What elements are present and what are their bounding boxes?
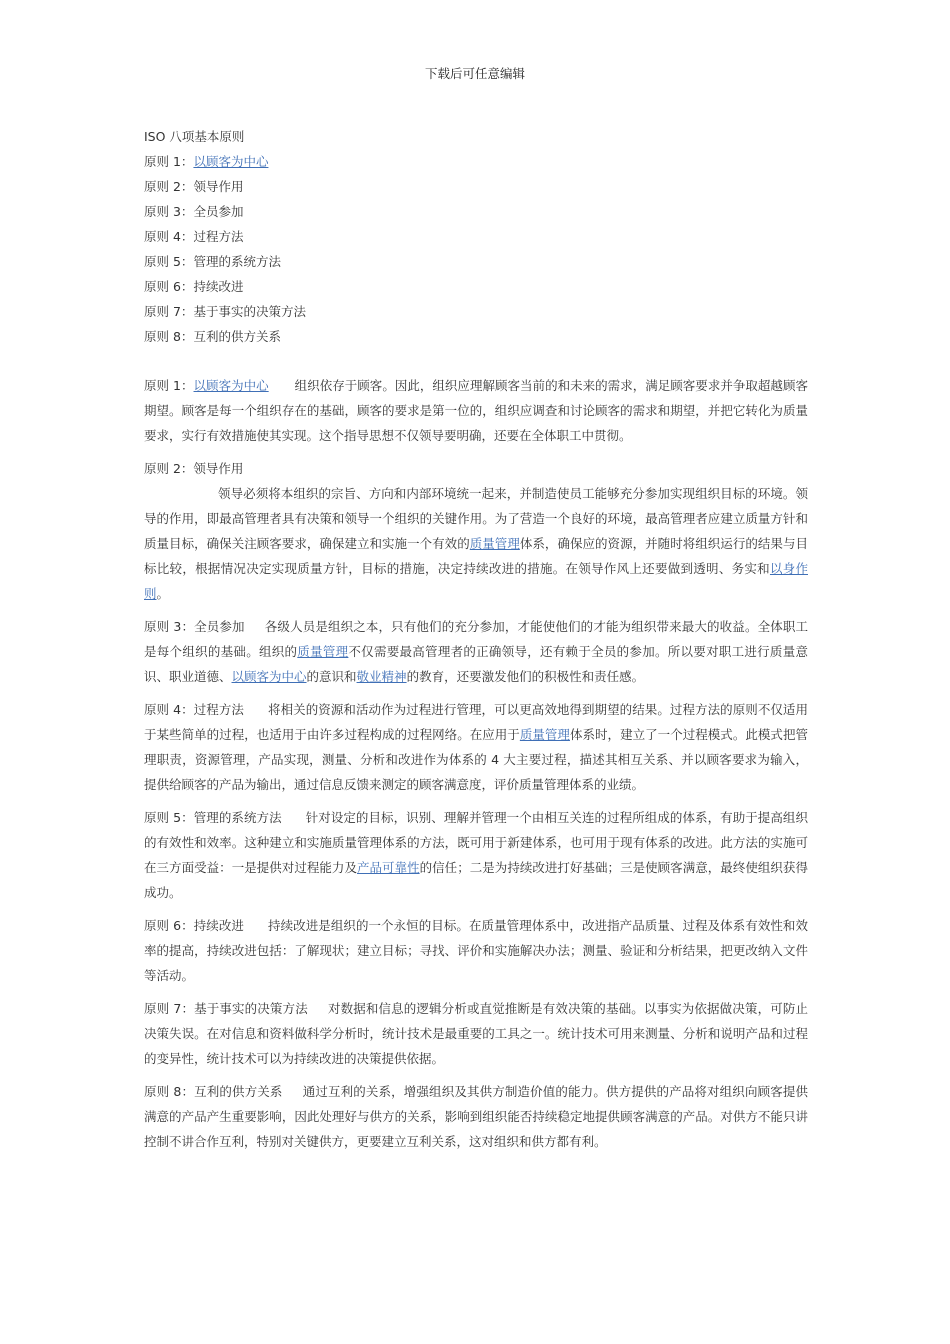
list-item: 原则 4：过程方法: [144, 229, 244, 244]
quality-management-link[interactable]: 质量管理: [469, 536, 520, 551]
page-header: 下载后可任意编辑: [424, 66, 525, 81]
dedication-link[interactable]: 敬业精神: [356, 669, 407, 684]
list-item: 原则 8：互利的供方关系: [144, 329, 281, 344]
list-item: 原则 3：全员参加: [144, 204, 244, 219]
principle-5-paragraph: 原则 5：管理的系统方法 针对设定的目标，识别、理解并管理一个由相互关连的过程所组成的体系，有助于提高组织的有效性和效率。这种建立和实施质量管理体系的方法，既可用于新建体系，也可用于现有体系的改进。此方法的实施可在三方面受益：一是提供对过程能力及产品可靠性的信任；二是为持续改进打好基础；三是使顾客满意，最终使组织获得成功。: [144, 810, 808, 900]
document-title: ISO 八项基本原则: [144, 129, 245, 144]
principle-7-paragraph: 原则 7：基于事实的决策方法 对数据和信息的逻辑分析或直觉推断是有效决策的基础。以事实为依据做决策，可防止决策失误。在对信息和资料做科学分析时，统计技术是最重要的工具之一。统计技术可用来测量、分析和说明产品和过程的变异性，统计技术可以为持续改进的决策提供依据。: [144, 1001, 808, 1066]
quality-management-link[interactable]: 质量管理: [297, 644, 349, 659]
lead-by-example-link[interactable]: 以身作则: [144, 561, 808, 601]
principles-list: [144, 124, 808, 349]
principle-6-paragraph: 原则 6：持续改进 持续改进是组织的一个永恒的目标。在质量管理体系中，改进指产品质量、过程及体系有效性和效率的提高，持续改进包括：了解现状；建立目标；寻找、评价和实施解决办法；测量、验证和分析结果，把更改纳入文件等活动。: [144, 918, 808, 983]
quality-management-link[interactable]: 质量管理: [519, 727, 570, 742]
product-reliability-link[interactable]: 产品可靠性: [356, 860, 420, 875]
principle-3-paragraph: 原则 3：全员参加 各级人员是组织之本，只有他们的充分参加，才能使他们的才能为组织带来最大的收益。全体职工是每个组织的基础。组织的质量管理不仅需要最高管理者的正确领导，还有赖于全员的参加。所以要对职工进行质量意识、职业道德、以顾客为中心的意识和敬业精神的教育，还要激发他们的积极性和责任感。: [144, 619, 808, 684]
list-item: 原则 7：基于事实的决策方法: [144, 304, 306, 319]
customer-focus-link[interactable]: 以顾客为中心: [193, 154, 269, 169]
principle-8-paragraph: 原则 8：互利的供方关系 通过互利的关系，增强组织及其供方制造价值的能力。供方提供的产品将对组织向顾客提供满意的产品产生重要影响，因此处理好与供方的关系，影响到组织能否持续稳定地提供顾客满意的产品。对供方不能只讲控制不讲合作互利，特别对关键供方，更要建立互利关系，这对组织和供方都有利。: [144, 1084, 808, 1149]
customer-focus-link[interactable]: 以顾客为中心: [231, 669, 307, 684]
principle-4-paragraph: 原则 4：过程方法 将相关的资源和活动作为过程进行管理，可以更高效地得到期望的结果。过程方法的原则不仅适用于某些简单的过程，也适用于由许多过程构成的过程网络。在应用于质量管理体系时，建立了一个过程模式。此模式把管理职责，资源管理，产品实现，测量、分析和改进作为体系的 4 大主要过程，描述其相互关系、并以顾客要求为输入，提供给顾客的产品为输出，通过信息反馈来测定的顾客满意度，评价质量管理体系的业绩。: [144, 702, 808, 792]
list-item: 原则 6：持续改进: [144, 279, 244, 294]
principle-2-paragraph: 领导必须将本组织的宗旨、方向和内部环境统一起来，并制造使员工能够充分参加实现组织目标的环境。领导的作用，即最高管理者具有决策和领导一个组织的关键作用。为了营造一个良好的环境，最高管理者应建立质量方针和质量目标，确保关注顾客要求，确保建立和实施一个有效的质量管理体系，确保应的资源，并随时将组织运行的结果与目标比较，根据情况决定实现质量方针，目标的措施，决定持续改进的措施。在领导作风上还要做到透明、务实和以身作则。: [144, 486, 808, 601]
list-item: 原则 5：管理的系统方法: [144, 254, 281, 269]
list-item: 原则 2：领导作用: [144, 179, 244, 194]
principle-1-paragraph: 原则 1：以顾客为中心 组织依存于顾客。因此，组织应理解顾客当前的和未来的需求，满足顾客要求并争取超越顾客期望。顾客是每一个组织存在的基础，顾客的要求是第一位的，组织应调查和讨论顾客的需求和期望，并把它转化为质量要求，实行有效措施使其实现。这个指导思想不仅领导要明确，还要在全体职工中贯彻。: [144, 378, 808, 443]
customer-focus-link[interactable]: 以顾客为中心: [193, 378, 269, 393]
document-body: [144, 124, 808, 1162]
list-item: 原则 1：以顾客为中心: [144, 154, 269, 169]
principle-2-heading: 原则 2：领导作用: [144, 461, 244, 476]
